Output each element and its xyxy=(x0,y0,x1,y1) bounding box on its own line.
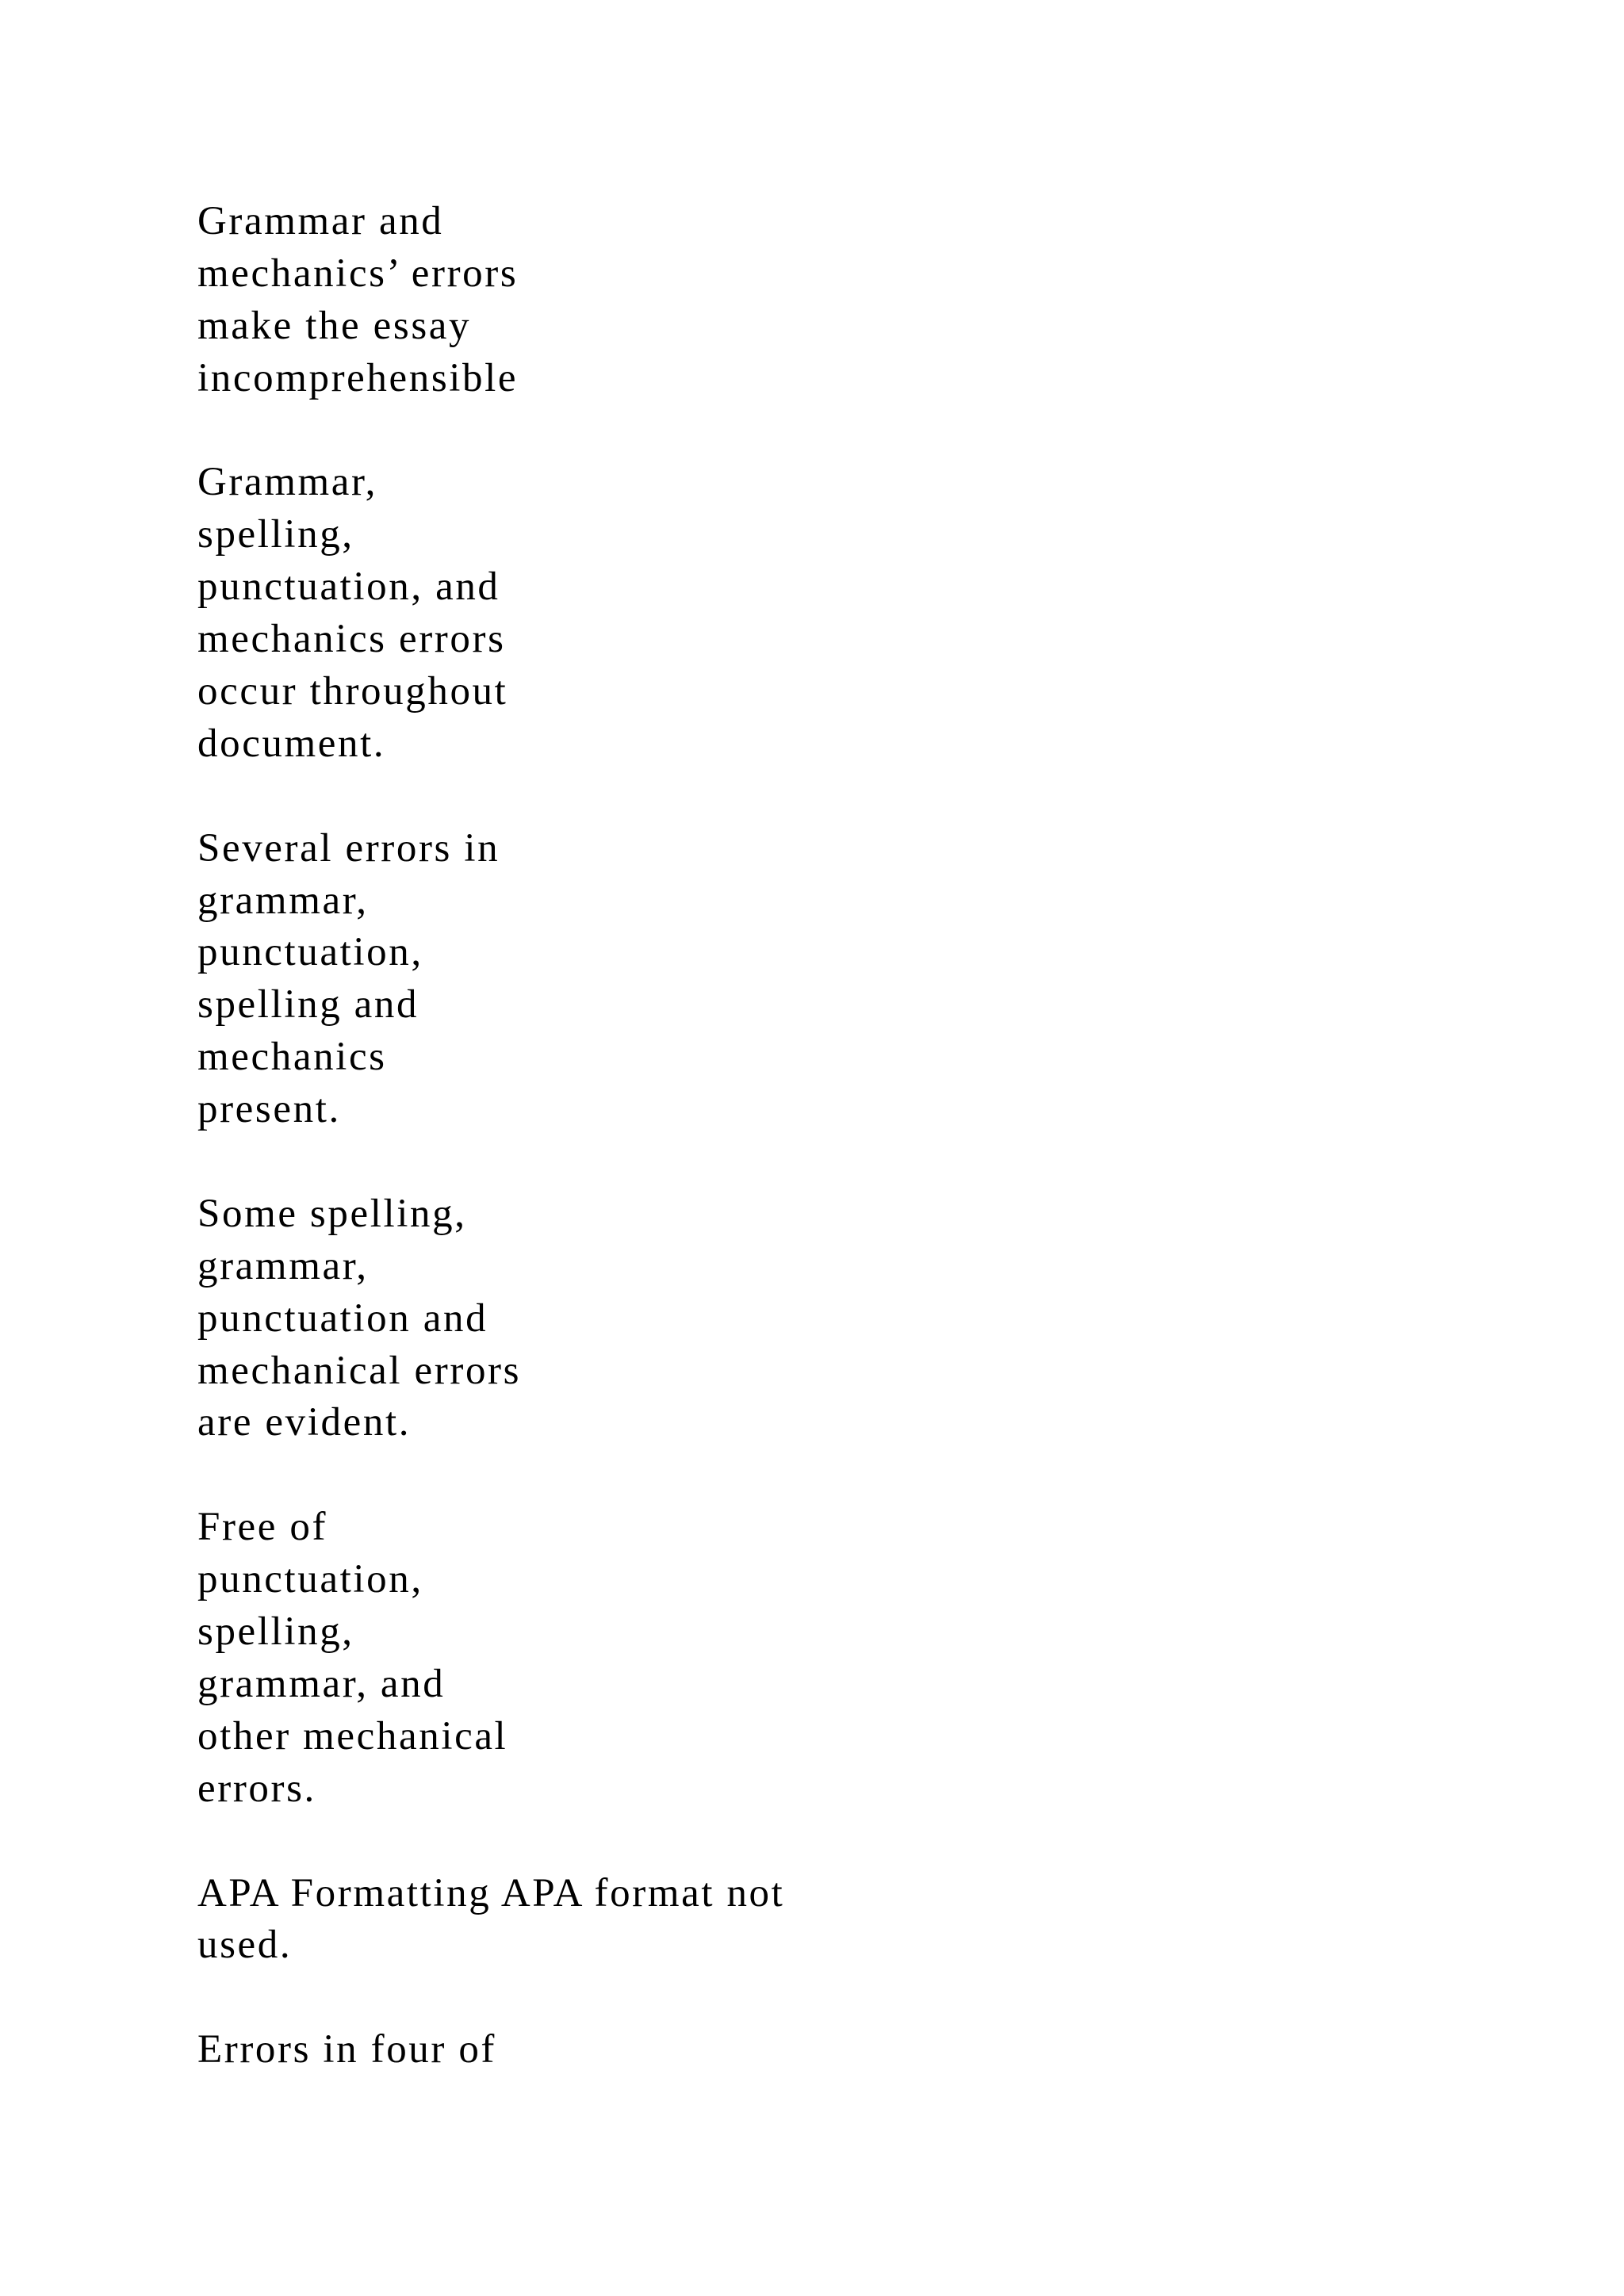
text-line: Grammar and xyxy=(197,199,444,243)
text-line: punctuation, xyxy=(197,930,423,975)
text-line: spelling and xyxy=(197,982,419,1027)
text-line: Some spelling, xyxy=(197,1191,467,1236)
text-line: grammar, and xyxy=(197,1661,446,1706)
text-line: mechanical errors xyxy=(197,1348,522,1393)
text-line: spelling, xyxy=(197,1609,354,1655)
text-line: make the essay xyxy=(197,303,472,348)
paragraph-free-of-errors xyxy=(197,1502,1545,1815)
text-line: mechanics xyxy=(197,1035,387,1080)
text-line: punctuation, and xyxy=(197,564,500,610)
text-line: Errors in four of xyxy=(197,2027,497,2072)
text-line: mechanics’ errors xyxy=(197,251,519,296)
paragraph-several-errors xyxy=(197,823,1545,1136)
paragraph-apa-formatting xyxy=(197,1868,1545,1973)
paragraph-some-errors xyxy=(197,1188,1545,1449)
text-line: present. xyxy=(197,1087,341,1132)
document-body xyxy=(197,196,1545,2129)
text-line: punctuation, xyxy=(197,1557,423,1602)
text-line: Several errors in xyxy=(197,825,500,871)
text-line: incomprehensible xyxy=(197,355,519,400)
text-line: document. xyxy=(197,721,386,766)
paragraph-grammar-incomprehensible xyxy=(197,196,1545,405)
text-line: grammar, xyxy=(197,878,369,923)
text-line: APA Formatting APA format not xyxy=(197,1870,785,1915)
text-line: occur throughout xyxy=(197,669,508,714)
text-line: other mechanical xyxy=(197,1713,508,1758)
text-line: Grammar, xyxy=(197,460,377,505)
text-line: grammar, xyxy=(197,1243,369,1288)
paragraph-errors-in-four xyxy=(197,2024,1545,2076)
text-line: are evident. xyxy=(197,1400,412,1445)
paragraph-errors-throughout xyxy=(197,457,1545,770)
text-line: mechanics errors xyxy=(197,617,506,662)
text-line: punctuation and xyxy=(197,1295,488,1341)
text-line: Free of xyxy=(197,1505,328,1550)
text-line: errors. xyxy=(197,1766,316,1811)
text-line: used. xyxy=(197,1923,293,1968)
text-line: spelling, xyxy=(197,512,354,557)
